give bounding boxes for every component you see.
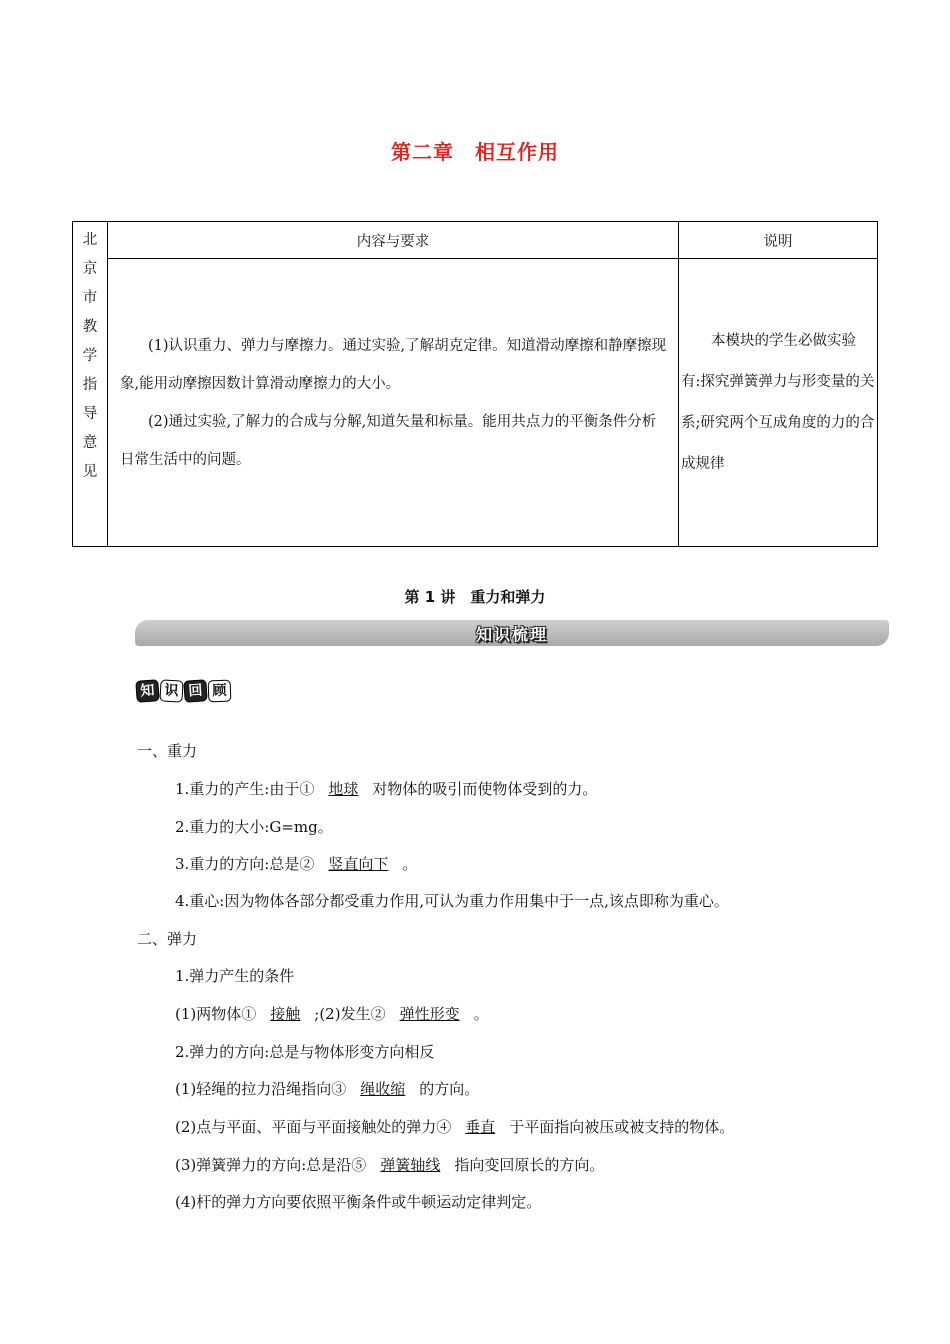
- list-item: 2.重力的大小:G=mg。: [175, 818, 333, 836]
- answer-blank: 接触: [270, 1005, 301, 1023]
- section-heading: 一、重力: [137, 742, 198, 760]
- answer-blank: 地球: [328, 780, 359, 798]
- list-item: (3)弹簧弹力的方向:总是沿⑤ 弹簧轴线 指向变回原长的方向。: [175, 1156, 605, 1174]
- answer-blank: 垂直: [465, 1118, 496, 1136]
- list-item: (1)两物体① 接触 ;(2)发生② 弹性形变 。: [175, 1005, 489, 1023]
- list-item: 1.重力的产生:由于① 地球 对物体的吸引而使物体受到的力。: [175, 780, 598, 798]
- answer-blank: 弹性形变: [399, 1005, 460, 1023]
- badge-char: 顾: [208, 680, 232, 703]
- note-text: 本模块的学生必做实验有:探究弹簧弹力与形变量的关系;研究两个互成角度的力的合成规律: [681, 332, 875, 472]
- section-bar: [135, 620, 889, 646]
- note-cell: [679, 259, 878, 547]
- chapter-title: 第二章 相互作用: [391, 140, 559, 164]
- side-char: 导: [82, 406, 98, 422]
- side-char: 见: [82, 464, 98, 480]
- column-header-content: 内容与要求: [108, 222, 679, 259]
- list-item: (1)轻绳的拉力沿绳指向③ 绳收缩 的方向。: [175, 1080, 480, 1098]
- list-item: 1.弹力产生的条件: [175, 967, 295, 985]
- list-item: 4.重心:因为物体各部分都受重力作用,可认为重力作用集中于一点,该点即称为重心。: [175, 892, 729, 910]
- list-item: 2.弹力的方向:总是与物体形变方向相反: [175, 1043, 435, 1061]
- badge-char: 知: [135, 679, 159, 703]
- list-item: (4)杆的弹力方向要依照平衡条件或牛顿运动定律判定。: [175, 1193, 542, 1211]
- side-char: 市: [82, 290, 98, 306]
- side-char: 北: [82, 232, 98, 248]
- side-char: 指: [82, 377, 98, 393]
- review-badge: [136, 680, 231, 702]
- answer-blank: 弹簧轴线: [380, 1156, 441, 1174]
- side-char: 学: [82, 348, 98, 364]
- side-char: 京: [82, 261, 98, 277]
- answer-blank: 绳收缩: [360, 1080, 406, 1098]
- column-header-note: 说明: [679, 222, 878, 259]
- badge-char: 识: [159, 679, 183, 702]
- section-heading: 二、弹力: [137, 930, 198, 948]
- list-item: 3.重力的方向:总是② 竖直向下 。: [175, 855, 418, 873]
- content-requirements: [108, 259, 679, 547]
- side-char: 教: [82, 319, 98, 335]
- answer-blank: 竖直向下: [328, 855, 389, 873]
- lecture-title: 第 1 讲 重力和弹力: [404, 588, 546, 606]
- requirement-paragraph: (2)通过实验,了解力的合成与分解,知道矢量和标量。能用共点力的平衡条件分析日常生活中的问题。: [120, 413, 657, 468]
- requirement-paragraph: (1)认识重力、弹力与摩擦力。通过实验,了解胡克定律。知道滑动摩擦和静摩擦现象,能用动摩擦因数计算滑动摩擦力的大小。: [120, 337, 667, 392]
- side-label: [73, 222, 108, 547]
- side-char: 意: [82, 435, 98, 451]
- list-item: (2)点与平面、平面与平面接触处的弹力④ 垂直 于平面指向被压或被支持的物体。: [175, 1118, 735, 1136]
- badge-char: 回: [183, 679, 207, 703]
- guidance-table: [72, 221, 878, 547]
- section-bar-label: 知识梳理: [475, 625, 548, 644]
